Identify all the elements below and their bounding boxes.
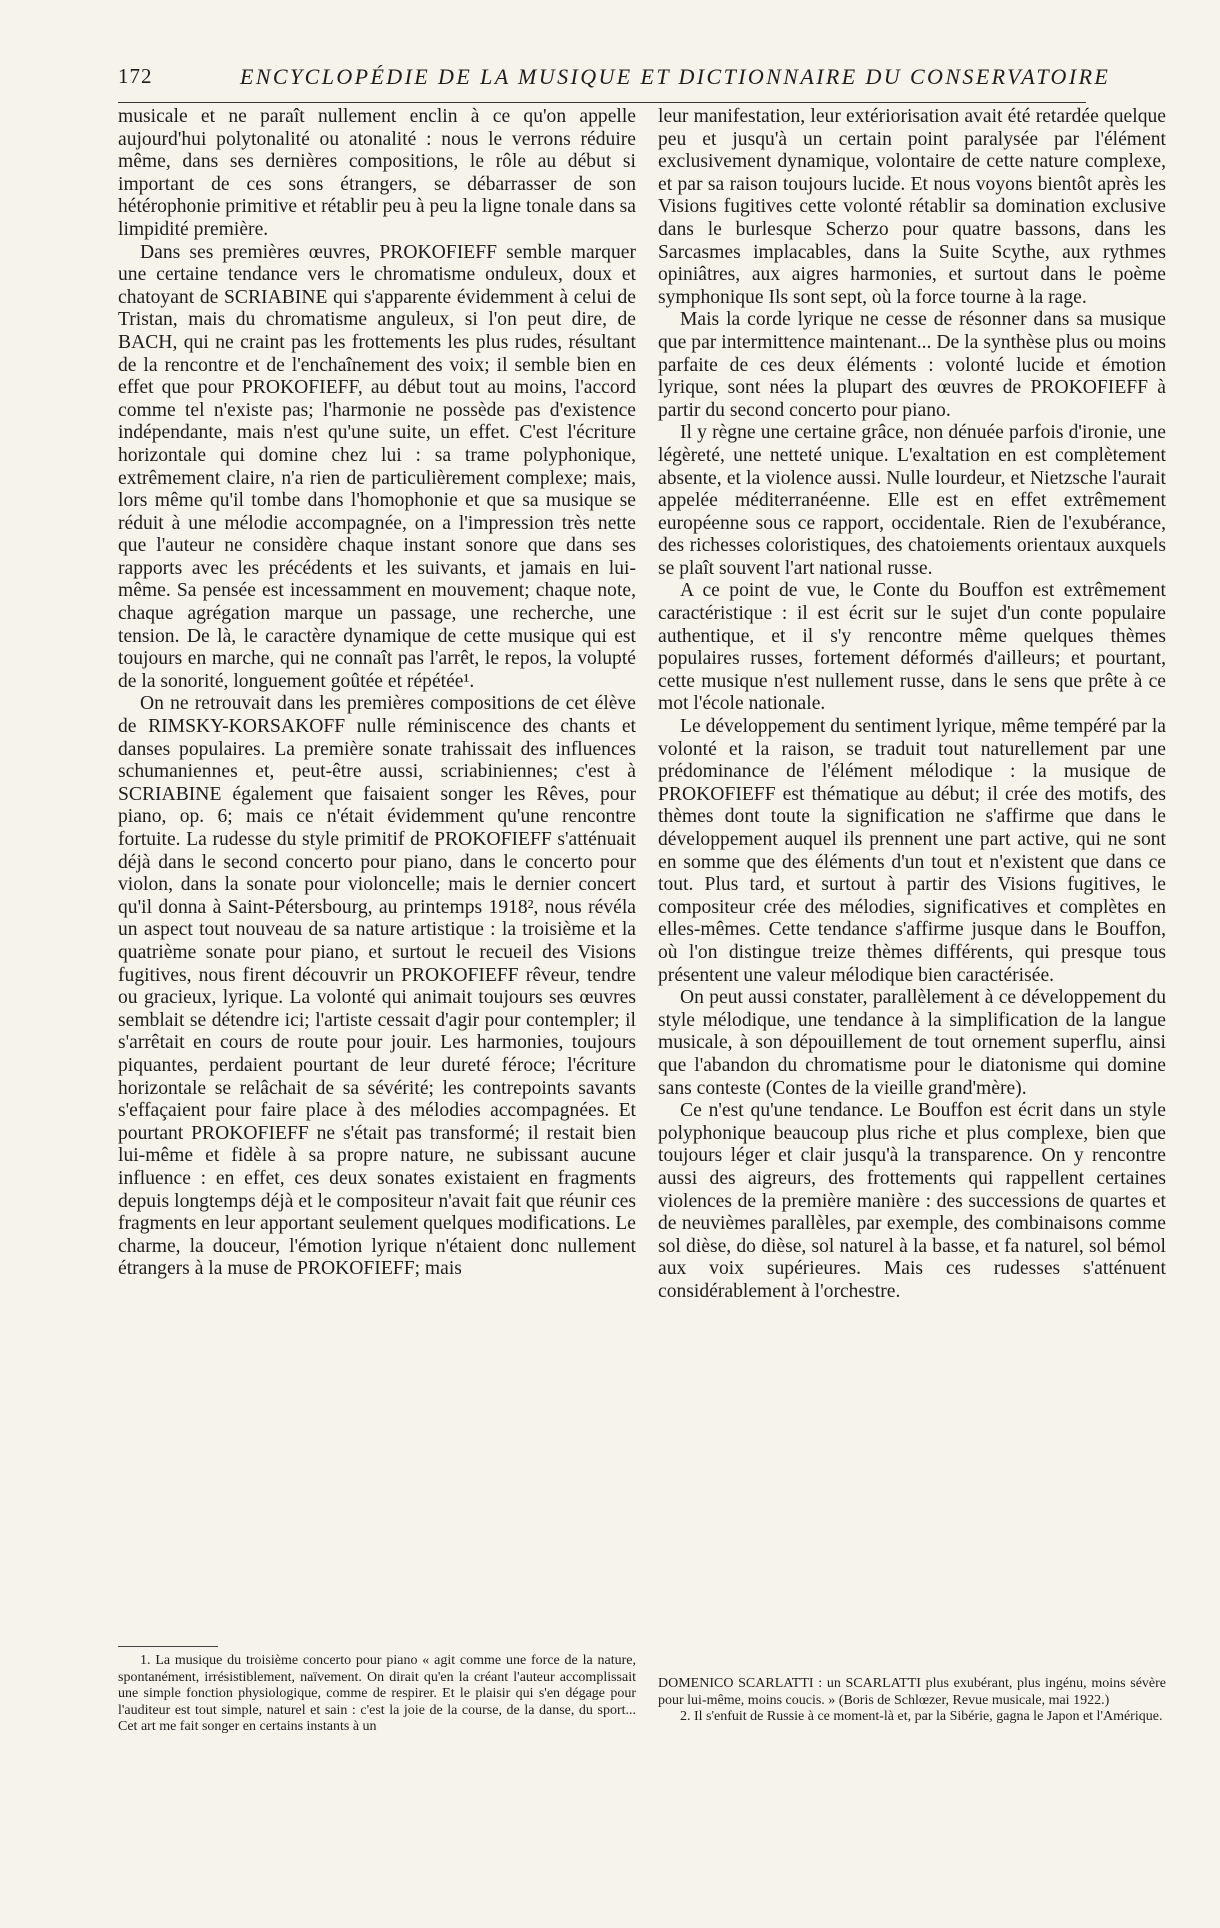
right-column	[658, 106, 1166, 1303]
paragraph: A ce point de vue, le Conte du Bouffon est extrêmement caractéristique : il est écrit sur le sujet d'un conte populaire authentique, et il s'y rencontre même quelques thèmes populaires russes, fortement déformés d'ailleurs; et pourtant, cette musique n'est nullement russe, dans le sens que prête à ce mot l'école nationale.	[658, 580, 1166, 715]
page-number: 172	[118, 64, 153, 88]
paragraph: Mais la corde lyrique ne cesse de résonner dans sa musique que par intermittence maintenant... De la synthèse plus ou moins parfaite de ces deux éléments : volonté lucide et émotion lyrique, sont nées la plupart des œuvres de PROKOFIEFF à partir du second concerto pour piano.	[658, 309, 1166, 421]
footnote-1: 1. La musique du troisième concerto pour piano « agit comme une force de la nature, spontanément, irrésistiblement, naïvement. On dirait qu'en la créant l'auteur accomplissait une simple fonction physiologique, comme de respirer. Et le plaisir qui s'en dégage pour l'auditeur est tout simple, naturel et sain : c'est la joie de la course, de la danse, du sport... Cet art me fait songer en certains instants à un	[118, 1653, 636, 1735]
left-column	[118, 106, 636, 1281]
paragraph: leur manifestation, leur extériorisation avait été retardée quelque peu et jusqu'à un certain point paralysée par l'élément exclusivement dynamique, volontaire de cette nature complexe, et par sa raison toujours lucide. Et nous voyons bientôt après les Visions fugitives cette volonté rétablir sa domination exclusive dans le burlesque Scherzo pour quatre bassons, dans les Sarcasmes implacables, dans la Suite Scythe, aux rythmes opiniâtres, aux aigres harmonies, et surtout dans le poème symphonique Ils sont sept, où la force tourne à la rage.	[658, 106, 1166, 308]
footnote-rule	[118, 1646, 218, 1647]
paragraph: On ne retrouvait dans les premières compositions de cet élève de RIMSKY-KORSAKOFF nulle réminiscence des chants et danses populaires. La première sonate trahissait des influences schumaniennes et, peut-être aussi, scriabiniennes; c'est à SCRIABINE également que faisaient songer les Rêves, pour piano, op. 6; mais ce n'était évidemment qu'une rencontre fortuite. La rudesse du style primitif de PROKOFIEFF s'atténuait déjà dans le second concerto pour piano, dans le concerto pour violon, dans la sonate pour violoncelle; mais le dernier concert qu'il donna à Saint-Pétersbourg, au printemps 1918², nous révéla un aspect tout nouveau de sa nature artistique : la troisième et la quatrième sonate pour piano, et surtout le recueil des Visions fugitives, nous firent découvrir un PROKOFIEFF rêveur, tendre ou gracieux, lyrique. La volonté qui animait toujours ses œuvres semblait se détendre ici; l'artiste cessait d'agir pour contempler; il s'arrêtait en cours de route pour jouir. Les harmonies, toujours piquantes, perdaient pourtant de leur dureté féroce; l'écriture horizontale se relâchait de sa sévérité; les contrepoints savants s'effaçaient pour faire place à des mélodies accompagnées. Et pourtant PROKOFIEFF ne s'était pas transformé; il restait bien lui-même et fidèle à sa propre nature, ne subissant aucune influence : en effet, ces deux sonates existaient en fragments depuis longtemps déjà et le compositeur n'avait fait que réunir ces fragments en leur apportant seulement quelques modifications. Le charme, la douceur, l'émotion lyrique n'étaient donc nullement étrangers à la muse de PROKOFIEFF; mais	[118, 693, 636, 1280]
footnote-2: 2. Il s'enfuit de Russie à ce moment-là et, par la Sibérie, gagna le Japon et l'Amérique.	[680, 1709, 1163, 1725]
running-title: ENCYCLOPÉDIE DE LA MUSIQUE ET DICTIONNAIRE DU CONSERVATOIRE	[240, 64, 1111, 89]
running-header	[118, 62, 1111, 103]
footnotes-left	[118, 1646, 636, 1736]
paragraph: Il y règne une certaine grâce, non dénuée parfois d'ironie, une légèreté, une netteté unique. L'exaltation en est complètement absente, et la violence aussi. Nulle lourdeur, et Nietzsche l'aurait appelée méditerranéenne. Elle est en effet extrêmement européenne sous ce rapport, occidentale. Rien de l'exubérance, des richesses coloristiques, des chatoiements orientaux auxquels se plaît souvent l'art national russe.	[658, 422, 1166, 579]
footnotes-right	[658, 1676, 1166, 1726]
paragraph: Dans ses premières œuvres, PROKOFIEFF semble marquer une certaine tendance vers le chromatisme onduleux, doux et chatoyant de SCRIABINE qui s'apparente évidemment à celui de Tristan, mais du chromatisme anguleux, si l'on peut dire, de BACH, qui ne craint pas les frottements les plus rudes, résultant de la rencontre et de l'enchaînement des voix; il semble bien en effet que pour PROKOFIEFF, au début tout au moins, l'accord comme tel n'existe pas; l'harmonie ne possède pas d'existence indépendante, mais n'est qu'une suite, un effet. C'est l'écriture horizontale qui domine chez lui : sa trame polyphonique, extrêmement claire, n'a rien de particulièrement complexe; mais, lors même qu'il tombe dans l'homophonie et que sa musique se réduit à une mélodie accompagnée, on a l'impression très nette que l'auteur ne considère chaque instant sonore que dans ses rapports avec les précédents et les suivants, et jamais en lui-même. Sa pensée est incessamment en mouvement; chaque note, chaque agrégation marque un passage, une recherche, une tension. De là, le caractère dynamique de cette musique qui est toujours en marche, qui ne connaît pas l'arrêt, le repos, la volupté de la sonorité, longuement goûtée et répétée¹.	[118, 241, 636, 692]
footnote-1-continued: DOMENICO SCARLATTI : un SCARLATTI plus exubérant, plus ingénu, moins sévère pour lui-même, moins coucis. » (Boris de Schlœzer, Revue musicale, mai 1922.)	[658, 1676, 1166, 1708]
paragraph: On peut aussi constater, parallèlement à ce développement du style mélodique, une tendance à la simplification de la langue musicale, à son dépouillement de tout ornement superflu, ainsi que l'abandon du chromatisme pour le diatonisme qui domine sans conteste (Contes de la vieille grand'mère).	[658, 987, 1166, 1099]
paragraph: Ce n'est qu'une tendance. Le Bouffon est écrit dans un style polyphonique beaucoup plus riche et plus complexe, bien que toujours léger et clair jusqu'à la transparence. On y rencontre aussi des aigreurs, des frottements qui rappellent certaines violences de la première manière : des successions de quartes et de neuvièmes parallèles, par exemple, des combinaisons comme sol dièse, do dièse, sol naturel à la basse, et fa naturel, sol bémol aux voix supérieures. Mais ces rudesses s'atténuent considérablement à l'orchestre.	[658, 1100, 1166, 1302]
paragraph: Le développement du sentiment lyrique, même tempéré par la volonté et la raison, se traduit tout naturellement par une prédominance de l'élément mélodique : la musique de PROKOFIEFF est thématique au début; il crée des motifs, des thèmes dont toute la signification ne s'affirme que dans le développement auquel ils prennent une part active, qui ne sont en somme que des éléments d'un tout et n'existent que dans ce tout. Plus tard, et surtout à partir des Visions fugitives, le compositeur crée des mélodies, significatives et complètes en elles-mêmes. Cette tendance s'affirme jusque dans le Bouffon, où l'on distingue treize thèmes différents, qui presque tous présentent une valeur mélodique bien caractérisée.	[658, 716, 1166, 986]
paragraph: musicale et ne paraît nullement enclin à ce qu'on appelle aujourd'hui polytonalité ou atonalité : nous le verrons réduire même, dans ses dernières compositions, le rôle au début si important de ces sons étrangers, se débarrasser de son hétérophonie primitive et rétablir peu à peu la ligne tonale dans sa limpidité première.	[118, 106, 636, 240]
